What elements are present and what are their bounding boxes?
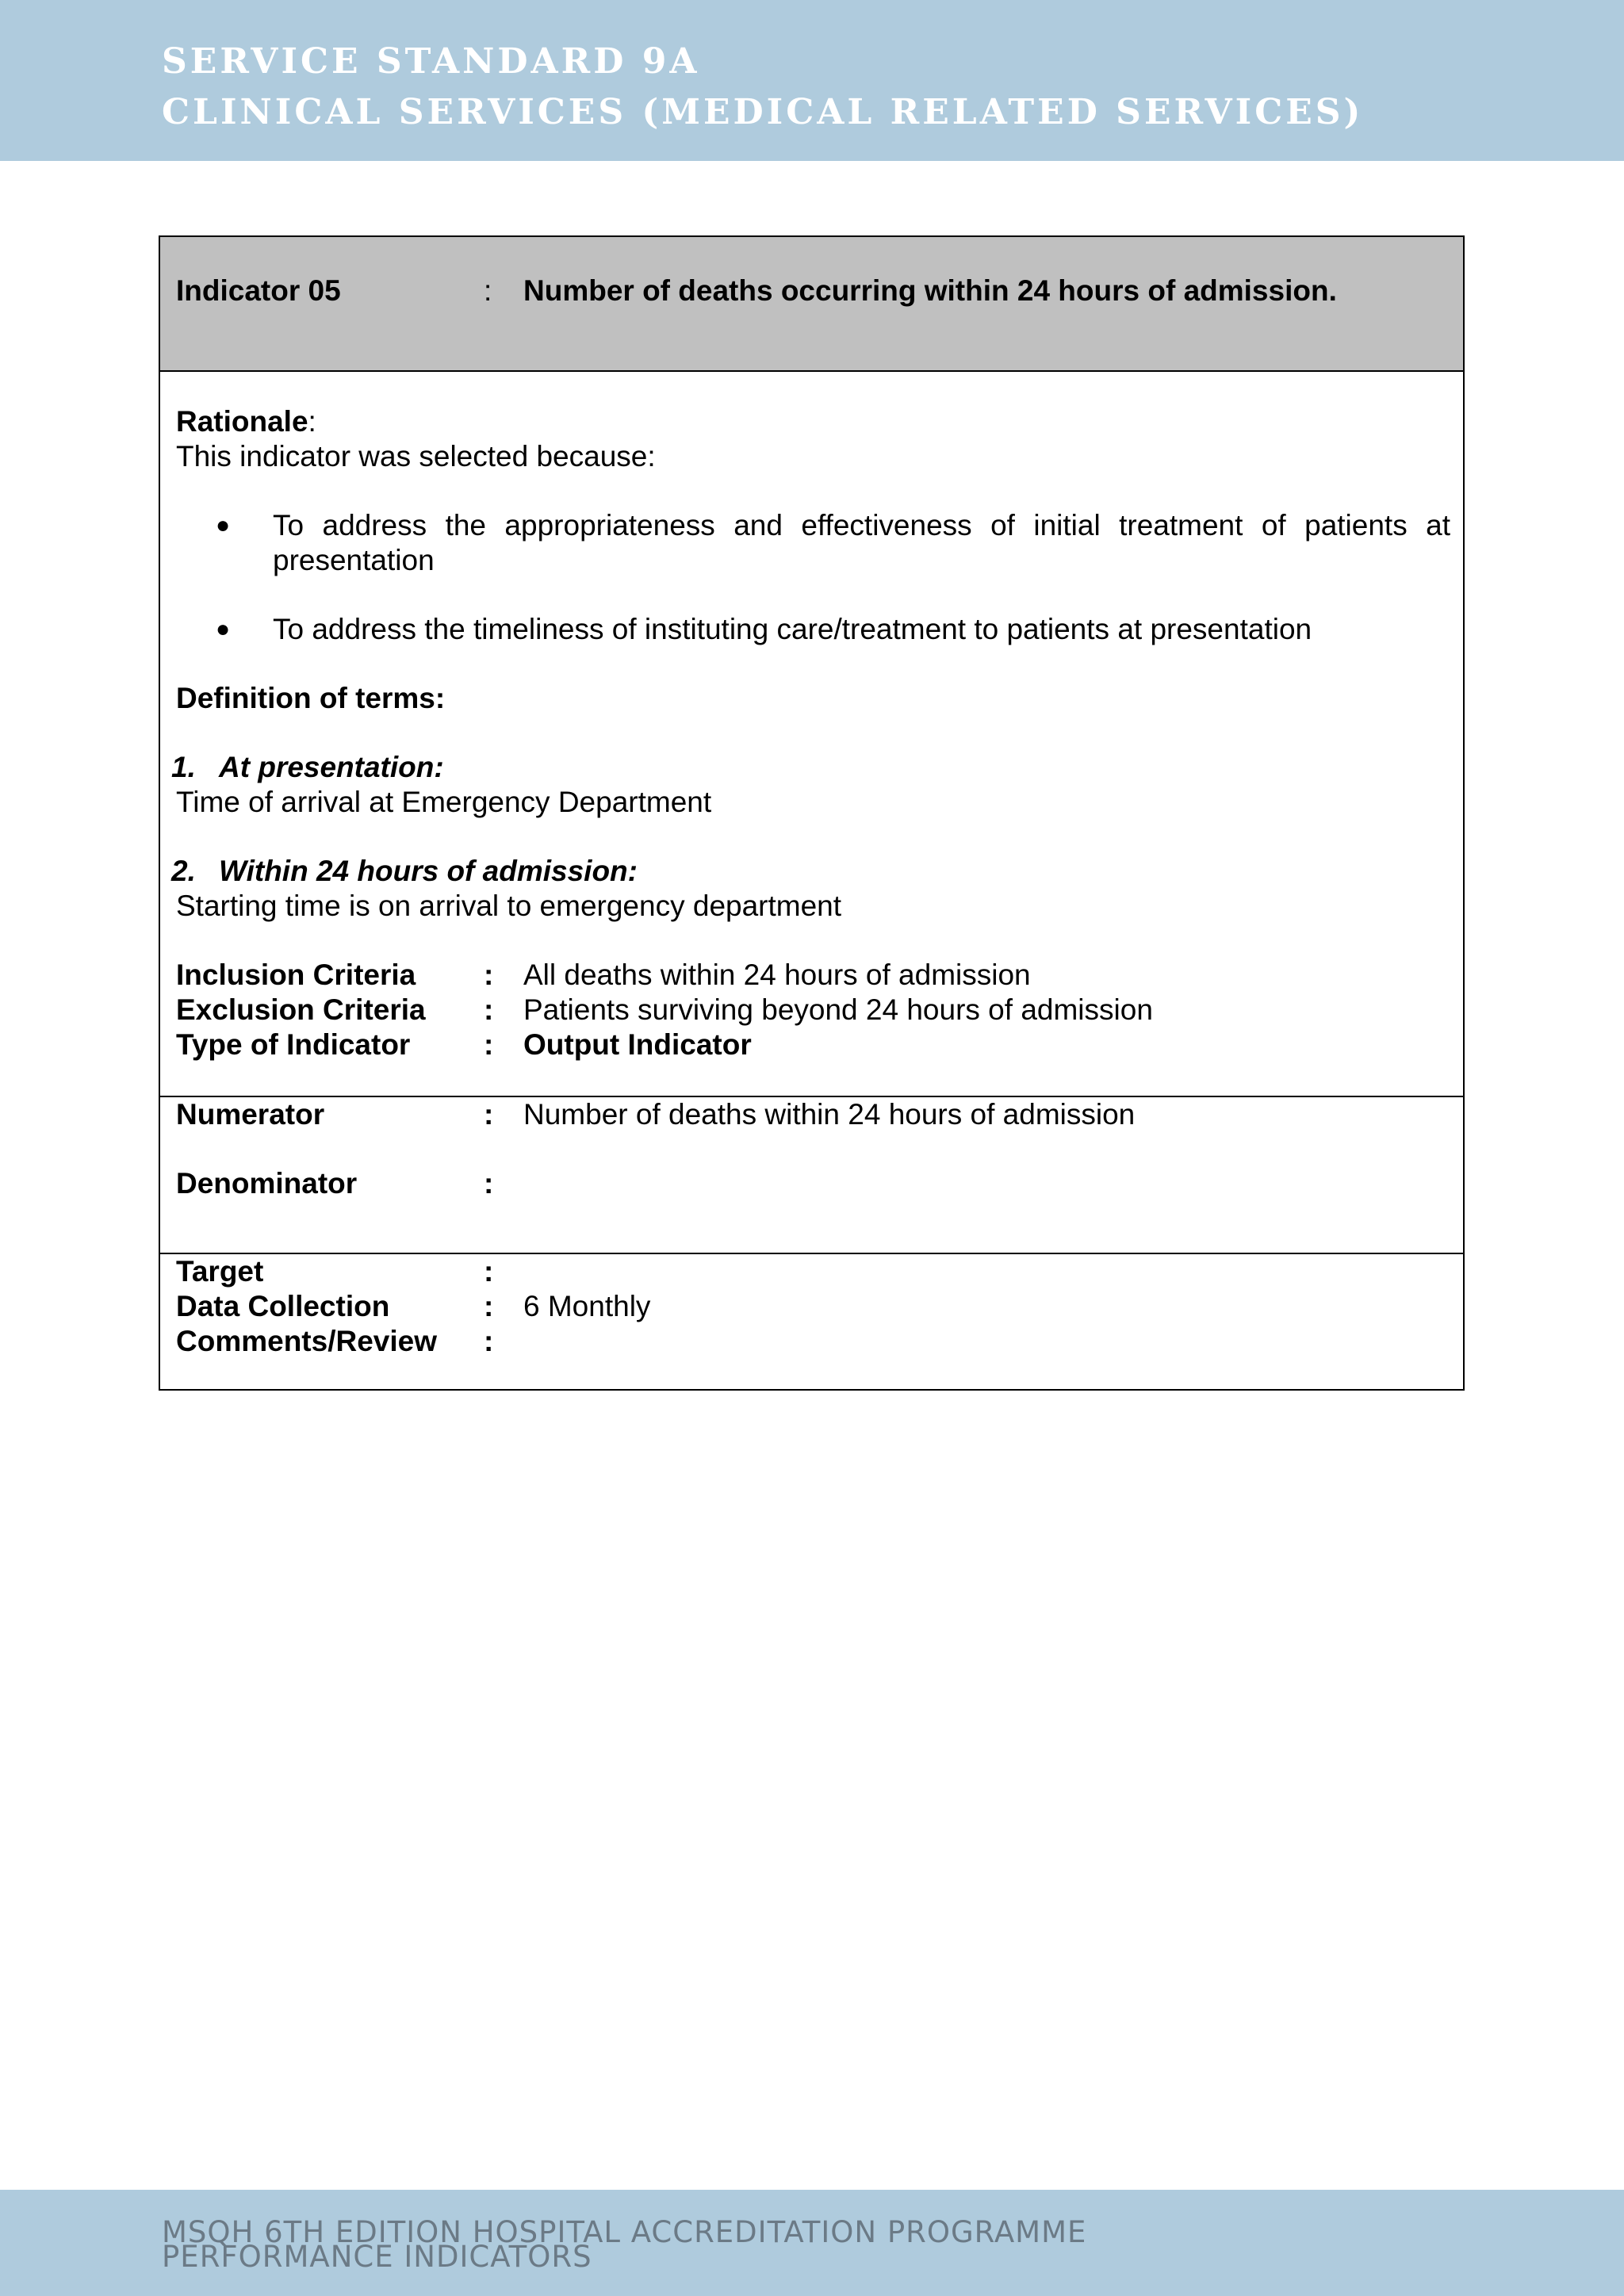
criteria-value: All deaths within 24 hours of admission	[523, 959, 1031, 991]
criteria-value: Patients surviving beyond 24 hours of admission	[523, 993, 1153, 1026]
footer-subtitle: PERFORMANCE INDICATORS	[162, 2240, 592, 2274]
criteria-value: Output Indicator	[523, 1028, 752, 1061]
indicator-header-row	[160, 237, 1463, 372]
meta-label: Data Collection	[176, 1290, 390, 1322]
bullet-icon: ●	[216, 512, 231, 538]
criteria-separator: :	[484, 1028, 494, 1061]
indicator-separator: :	[484, 274, 492, 307]
criteria-label: Type of Indicator	[176, 1028, 411, 1061]
indicator-label: Indicator 05	[176, 274, 341, 307]
meta-label: Target	[176, 1255, 264, 1288]
footer-programme: MSQH 6TH EDITION HOSPITAL ACCREDITATION PROGRAMME	[162, 2215, 1087, 2249]
meta-separator: :	[484, 1325, 494, 1357]
page-footer	[0, 2190, 1624, 2296]
definition-term: Within 24 hours of admission:	[219, 855, 638, 887]
row-divider	[160, 1253, 1463, 1254]
header-section-title: CLINICAL SERVICES (MEDICAL RELATED SERVICES)	[162, 92, 1364, 132]
definition-description: Time of arrival at Emergency Department	[176, 786, 712, 818]
rationale-bullet: To address the timeliness of instituting care/treatment to patients at presentation	[273, 613, 1312, 645]
criteria-label: Inclusion Criteria	[176, 959, 416, 991]
meta-label: Comments/Review	[176, 1325, 437, 1357]
indicator-title: Number of deaths occurring within 24 hours of admission.	[523, 274, 1337, 307]
criteria-separator: :	[484, 959, 494, 991]
bullet-icon: ●	[216, 616, 231, 642]
rationale-bullet: To address the appropriateness and effectiveness of initial treatment of patients at presentation	[273, 509, 1450, 576]
formula-separator: :	[484, 1098, 494, 1131]
indicator-table	[159, 235, 1465, 1391]
definitions-heading: Definition of terms:	[176, 682, 446, 714]
meta-separator: :	[484, 1255, 494, 1288]
rationale-intro: This indicator was selected because:	[176, 440, 656, 473]
definition-number: 1.	[171, 751, 196, 783]
meta-separator: :	[484, 1290, 494, 1322]
definition-term: At presentation:	[219, 751, 444, 783]
formula-label: Denominator	[176, 1167, 358, 1200]
rationale-label: Rationale	[176, 405, 308, 438]
definition-number: 2.	[171, 855, 196, 887]
page-header	[0, 0, 1624, 161]
formula-separator: :	[484, 1167, 494, 1200]
formula-label: Numerator	[176, 1098, 325, 1131]
rationale-colon: :	[308, 405, 316, 438]
rationale-heading	[176, 404, 316, 439]
criteria-label: Exclusion Criteria	[176, 993, 426, 1026]
criteria-separator: :	[484, 993, 494, 1026]
header-standard-title: SERVICE STANDARD 9A	[162, 41, 700, 82]
meta-value: 6 Monthly	[523, 1290, 651, 1322]
formula-value: Number of deaths within 24 hours of admission	[523, 1098, 1136, 1131]
definition-description: Starting time is on arrival to emergency department	[176, 890, 842, 922]
